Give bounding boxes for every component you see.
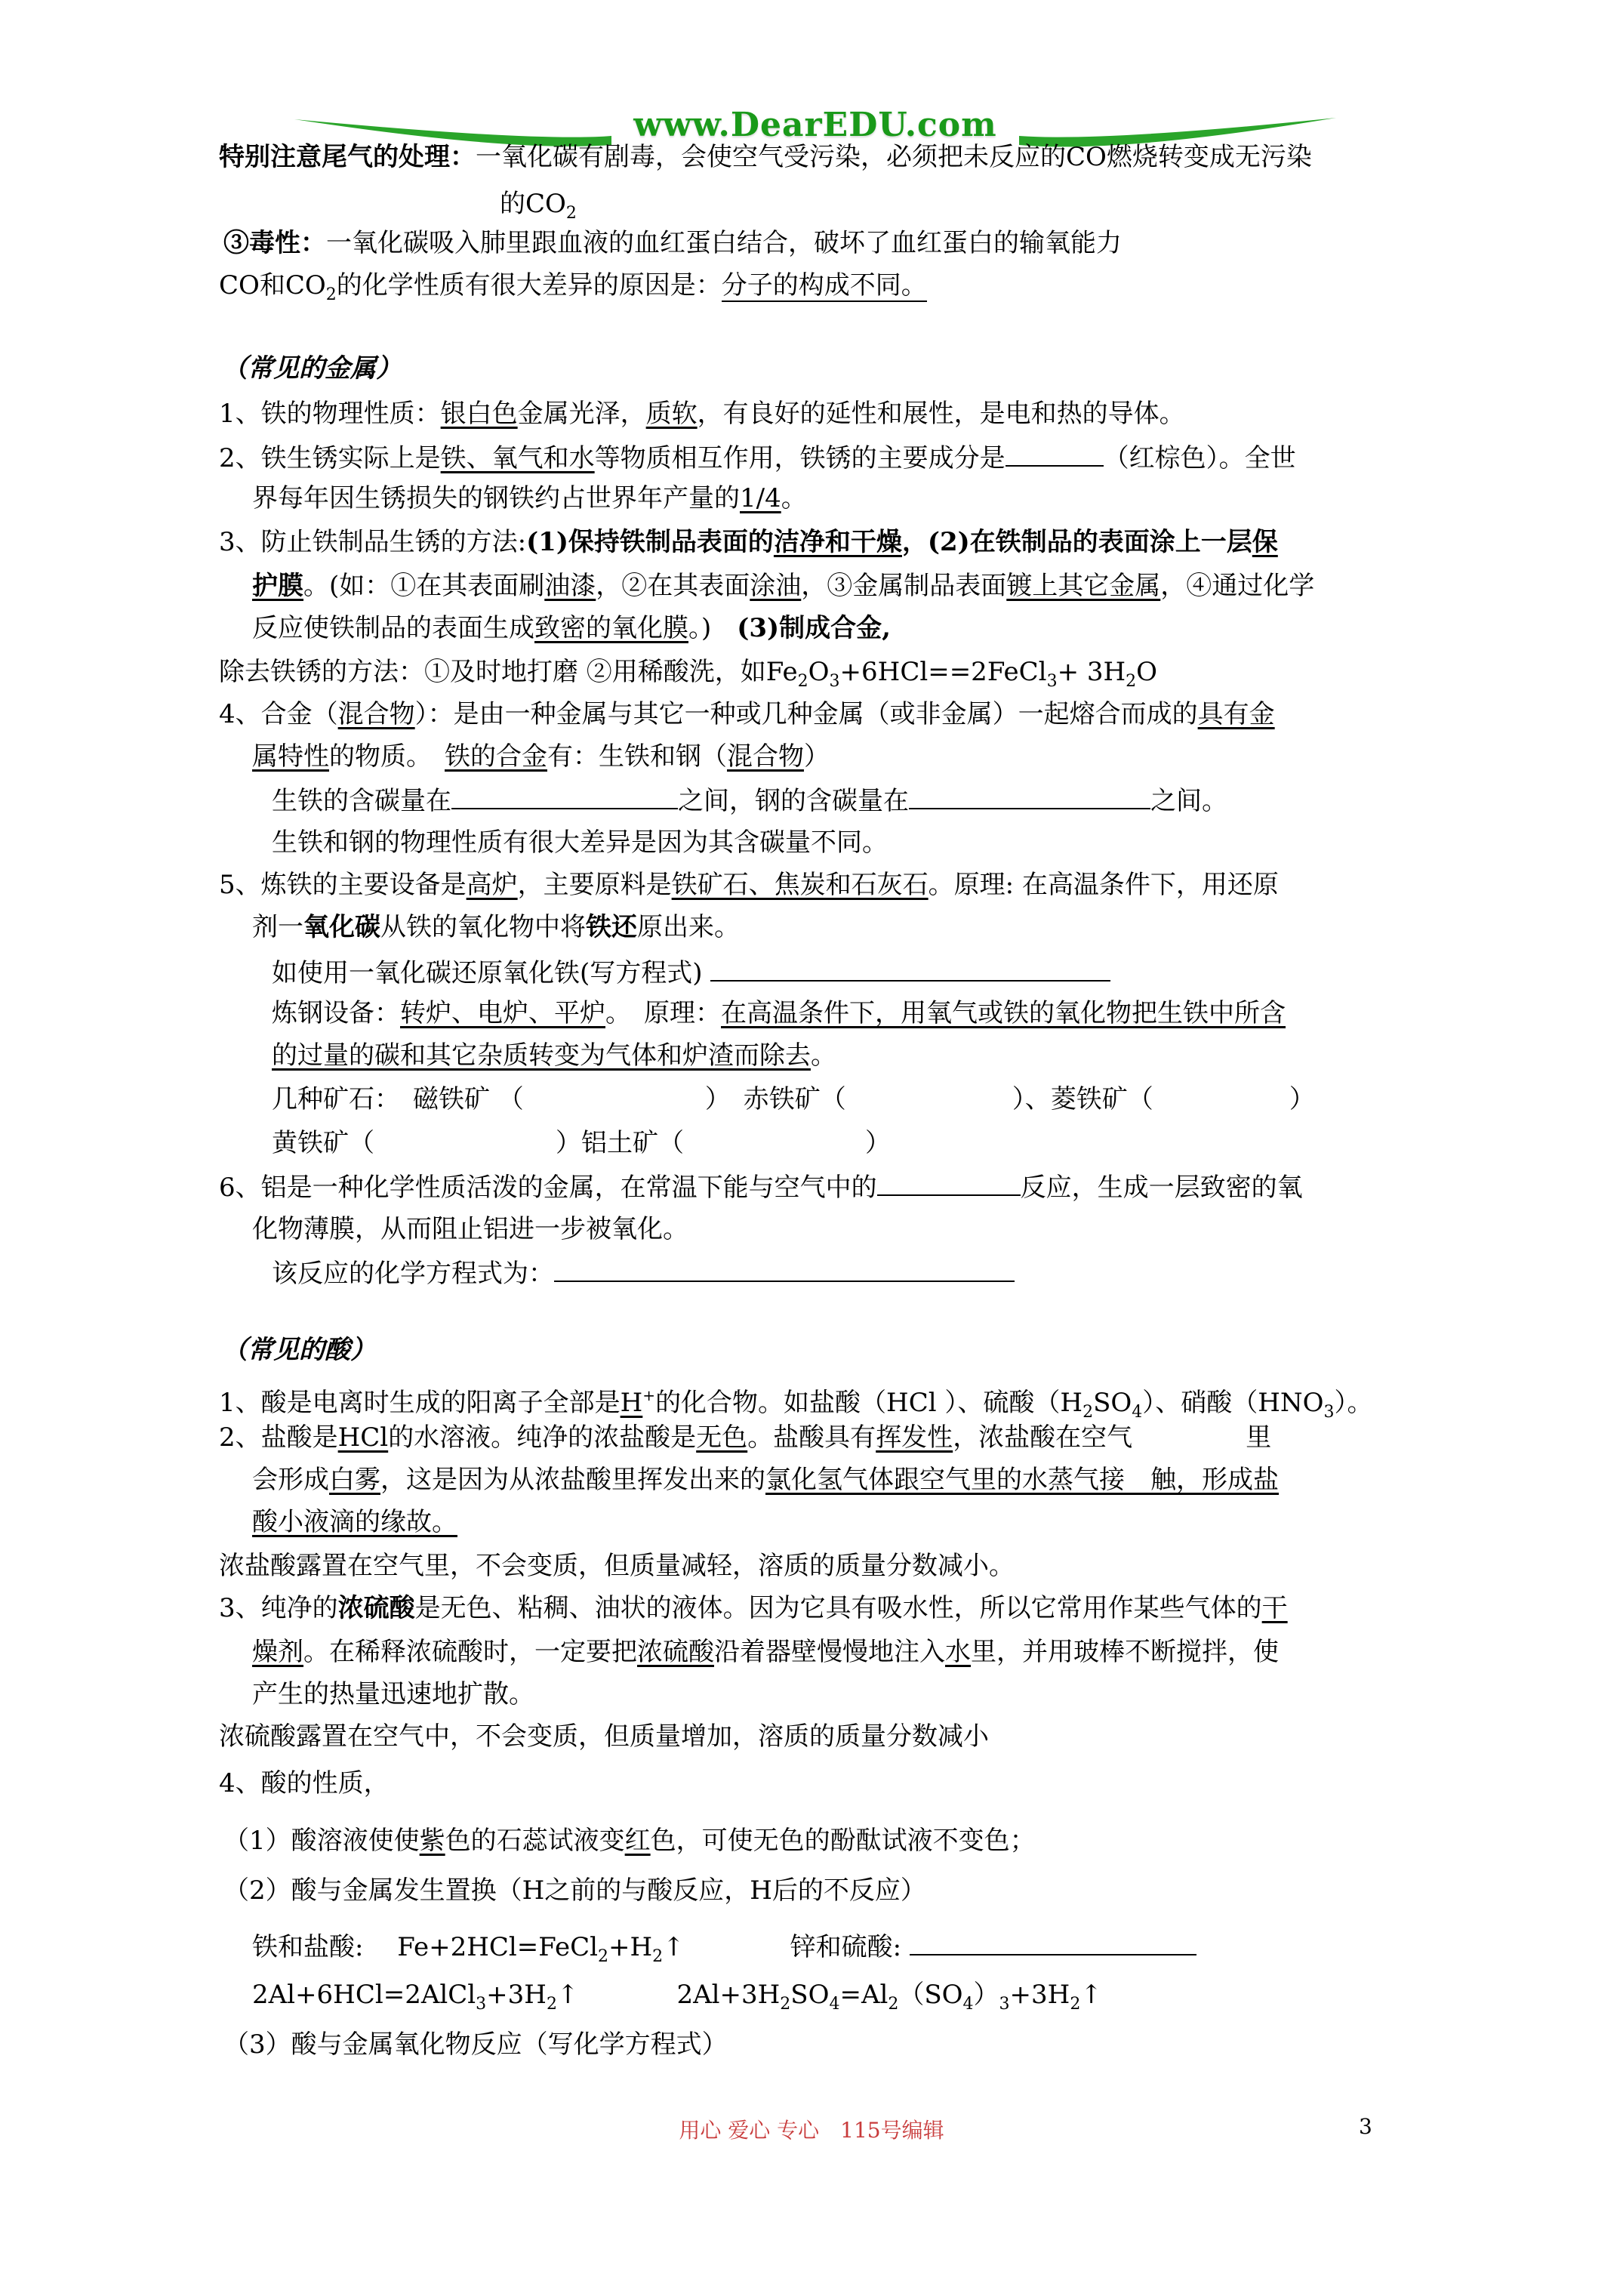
text-line: 2、盐酸是HCl的水溶液。纯净的浓盐酸是无色。盐酸具有挥发性，浓盐酸在空气 里 [219, 1422, 1272, 1453]
text-line: 护膜。(如：①在其表面刷油漆，②在其表面涂油，③金属制品表面镀上其它金属，④通过化学 [252, 571, 1315, 601]
text-line: 3、纯净的浓硫酸是无色、粘稠、油状的液体。因为它具有吸水性，所以它常用作某些气体的干 [219, 1593, 1288, 1623]
text-line: （1）酸溶液使使紫色的石蕊试液变红色，可使无色的酚酞试液不变色； [223, 1826, 1036, 1856]
text-line: 酸小液滴的缘故。 [252, 1507, 457, 1537]
text-line: 产生的热量迅速地扩散。 [252, 1679, 534, 1709]
text-line: （2）酸与金属发生置换（H之前的与酸反应，H后的不反应） [223, 1875, 926, 1906]
text-line: 反应使铁制品的表面生成致密的氧化膜。) (3)制成合金, [252, 613, 891, 643]
section-heading: （常见的金属） [222, 353, 402, 384]
text-line: 燥剂。在稀释浓硫酸时，一定要把浓硫酸沿着器壁慢慢地注入水里，并用玻棒不断搅拌，使 [252, 1637, 1279, 1667]
text-line: 会形成白雾，这是因为从浓盐酸里挥发出来的氯化氢气体跟空气里的水蒸气接 触，形成盐 [252, 1465, 1279, 1495]
site-url: www.DearEDU.com [633, 106, 997, 144]
answer-blank[interactable] [910, 1930, 1196, 1955]
text-line: 除去铁锈的方法：①及时地打磨 ②用稀酸洗，如$Fe_2O_3+6HCl==2FeCl_3+ 3H_2O$ [219, 657, 1158, 691]
text-line: ③毒性：一氧化碳吸入肺里跟血液的血红蛋白结合，破坏了血红蛋白的输氧能力 [223, 228, 1122, 258]
text-line: 1、酸是电离时生成的阳离子全部是H+的化合物。如盐酸（HCl ）、硫酸$(H_2SO_4)$、硝酸$(HNO_3)$。 [219, 1386, 1373, 1422]
text-line: 1、铁的物理性质：银白色金属光泽，质软，有良好的延性和展性，是电和热的导体。 [219, 399, 1185, 429]
page-number: 3 [1359, 2114, 1372, 2139]
text-line: 浓硫酸露置在空气中，不会变质，但质量增加，溶质的质量分数减小 [219, 1721, 989, 1752]
text-line: 该反应的化学方程式为： [272, 1256, 1015, 1289]
answer-blank[interactable] [1006, 441, 1104, 467]
text-line: 界每年因生锈损失的钢铁约占世界年产量的1/4。 [252, 483, 807, 513]
answer-blank[interactable] [710, 956, 1110, 982]
text-line: 黄铁矿（ ）铝土矿（ ） [272, 1128, 891, 1158]
text-line: 属特性的物质。 铁的合金有：生铁和钢（混合物） [252, 741, 830, 772]
text-line: 5、炼铁的主要设备是高炉，主要原料是铁矿石、焦炭和石灰石。原理: 在高温条件下，用还原 [219, 870, 1279, 900]
text-line: 炼钢设备：转炉、电炉、平炉。 原理：在高温条件下，用氧气或铁的氧化物把生铁中所含 [272, 998, 1286, 1028]
text-line: 生铁和钢的物理性质有很大差异是因为其含碳量不同。 [272, 827, 888, 858]
text-line: 几种矿石： 磁铁矿 （ ） 赤铁矿（ ）、菱铁矿（ ） [272, 1084, 1315, 1114]
text-line: 4、合金（混合物）：是由一种金属与其它一种或几种金属（或非金属）一起熔合而成的具有金 [219, 699, 1275, 729]
footer-slogan: 用心 爱心 专心 115号编辑 [679, 2118, 944, 2143]
answer-blank[interactable] [554, 1256, 1015, 1282]
text-line: （3）酸与金属氧化物反应（写化学方程式） [223, 2029, 728, 2060]
text-line: 剂一氧化碳从铁的氧化物中将铁还原出来。 [252, 912, 740, 942]
text-line: 6、铝是一种化学性质活泼的金属，在常温下能与空气中的 反应，生成一层致密的氧 [219, 1170, 1303, 1203]
text-line: 浓盐酸露置在空气里，不会变质，但质量减轻，溶质的质量分数减小。 [219, 1551, 1015, 1581]
text-line: 特别注意尾气的处理：一氧化碳有剧毒，会使空气受污染，必须把未反应的CO燃烧转变成无污染 [219, 142, 1312, 172]
text-line: 如使用一氧化碳还原氧化铁(写方程式) [272, 956, 1110, 988]
text-line: 生铁的含碳量在 之间，钢的含碳量在 之间。 [272, 784, 1227, 816]
text-line: $2Al+6HCl=2AlCl_3+3H_2↑$ $2Al+3H_2SO_4=Al_2(SO_4)_3+3H_2↑$ [252, 1980, 1102, 2014]
text-line: 4、酸的性质， [219, 1768, 390, 1798]
text-line: 3、防止铁制品生锈的方法:(1)保持铁制品表面的洁净和干燥，(2)在铁制品的表面涂上一层保 [219, 527, 1278, 557]
text-line: 的$CO_2$ [500, 189, 577, 223]
answer-blank[interactable] [909, 784, 1150, 809]
text-line: 铁和盐酸: $Fe+2HCl=FeCl_2+H_2↑$ 锌和硫酸: [252, 1930, 1196, 1972]
text-line: 化物薄膜，从而阻止铝进一步被氧化。 [252, 1214, 688, 1244]
text-line: 的过量的碳和其它杂质转变为气体和炉渣而除去。 [272, 1040, 836, 1071]
text-line: CO和$CO_2$的化学性质有很大差异的原因是：分子的构成不同。 [219, 270, 927, 304]
text-line: 2、铁生锈实际上是铁、氧气和水等物质相互作用，铁锈的主要成分是 （红棕色）。全世 [219, 441, 1296, 473]
section-heading: （常见的酸） [222, 1335, 376, 1365]
answer-blank[interactable] [877, 1170, 1021, 1196]
answer-blank[interactable] [451, 784, 678, 809]
